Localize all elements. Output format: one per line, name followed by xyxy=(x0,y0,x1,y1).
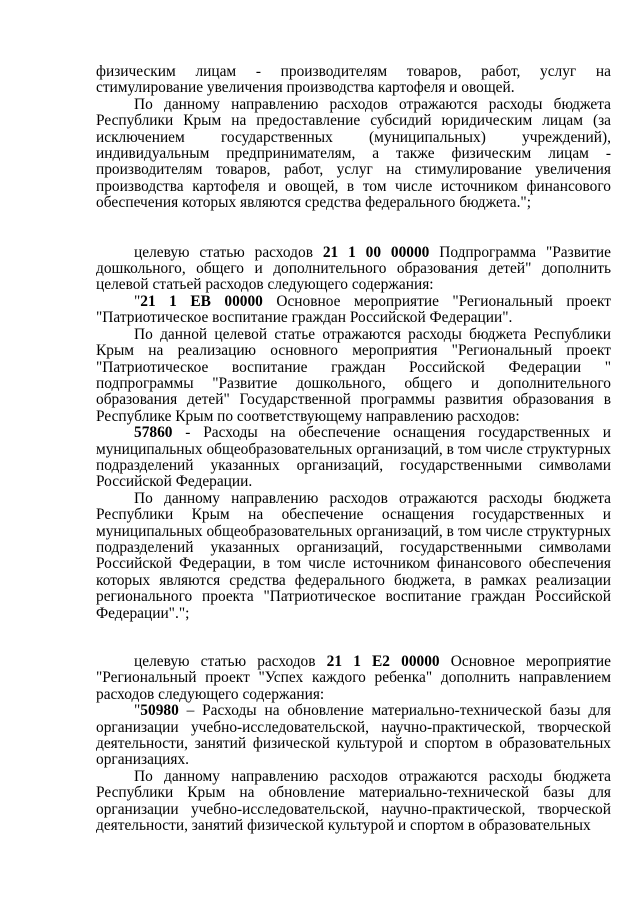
spacer xyxy=(96,622,611,654)
budget-code: 21 1 00 00000 xyxy=(322,243,430,261)
budget-code: 57860 xyxy=(134,424,173,442)
paragraph-text: – Расходы на обновление материально-технической базы для организации учебно-исследовательской, научно-практической, творческой деятельности, занятий физической культурой и спортом в образовательных организациях. xyxy=(96,702,611,769)
paragraph xyxy=(96,245,611,294)
paragraph: По данному направлению расходов отражаются расходы бюджета Республики Крым на обеспечение оснащения государственных и муниципальных общеобразовательных организаций, в том числе структурных подразделений указанных организаций, государственными символами Российской Федерации, в том числе источником финансового обеспечения которых являются средства федерального бюджета, в рамках реализации регионального проекта "Патриотическое воспитание граждан Российской Федерации"."; xyxy=(96,489,611,622)
document-body xyxy=(96,64,611,834)
budget-code: 21 1 EB 00000 xyxy=(140,292,263,310)
paragraph xyxy=(96,294,611,327)
paragraph-text: Основное мероприятие "Региональный проект "Патриотическое воспитание граждан Российской Федерации". xyxy=(96,292,611,327)
paragraph-text: Подпрограмма "Развитие дошкольного, общего и дополнительного образования детей" дополнить целевой статьей расходов следующего содержания: xyxy=(96,243,611,294)
paragraph-text: целевую статью расходов xyxy=(134,243,323,261)
spacer xyxy=(96,212,611,245)
paragraph: По данному направлению расходов отражаются расходы бюджета Республики Крым на обновление материально-технической базы для организации учебно-исследовательской, научно-практической, творческой деятельности, занятий физической культурой и спортом в образовательных xyxy=(96,767,611,835)
budget-code: 50980 xyxy=(140,702,179,720)
paragraph-text: - Расходы на обеспечение оснащения государственных и муниципальных общеобразовательных организаций, в том числе структурных подразделений указанных организаций, государственными символами Российской Федерации. xyxy=(96,424,611,491)
paragraph-text: " xyxy=(134,292,141,310)
paragraph: физическим лицам - производителям товаров, работ, услуг на стимулирование увеличения производства картофеля и овощей. xyxy=(96,63,611,97)
paragraph: По данному направлению расходов отражаются расходы бюджета Республики Крым на предоставление субсидий юридическим лицам (за исключением государственных (муниципальных) учреждений), индивидуальным предпринимателям, а также физическим лицам - производителям товаров, работ, услуг на стимулирование увеличения производства картофеля и овощей, в том числе источником финансового обеспечения которых являются средства федерального бюджета."; xyxy=(96,95,611,212)
paragraph xyxy=(96,703,611,769)
paragraph xyxy=(96,425,611,491)
paragraph xyxy=(96,654,611,703)
paragraph-text: Основное мероприятие "Региональный проект "Успех каждого ребенка" дополнить направлением расходов следующего содержания: xyxy=(96,653,611,703)
paragraph: По данной целевой статье отражаются расходы бюджета Республики Крым на реализацию основного мероприятия "Региональный проект "Патриотическое воспитание граждан Российской Федерации " подпрограммы "Развитие дошкольного, общего и дополнительного образования детей" Государственной программы развития образования в Республике Крым по соответствующему направлению расходов: xyxy=(96,325,611,425)
budget-code: 21 1 E2 00000 xyxy=(326,653,440,670)
paragraph-text: " xyxy=(134,702,141,720)
paragraph-text: целевую статью расходов xyxy=(134,653,327,670)
